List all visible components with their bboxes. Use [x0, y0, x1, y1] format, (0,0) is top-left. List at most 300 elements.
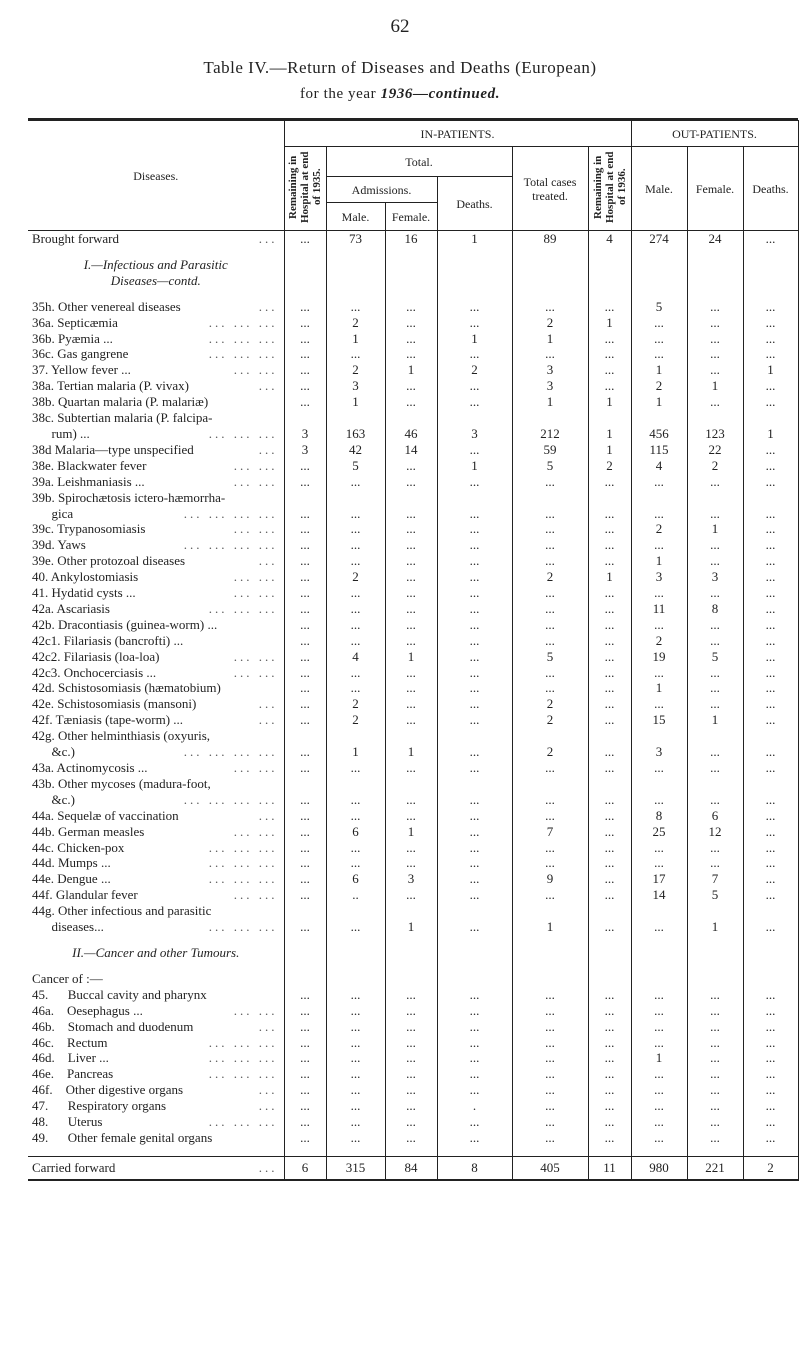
value-cell: ... [743, 1035, 798, 1051]
table-row [28, 887, 798, 903]
value-cell: ... [326, 1114, 385, 1130]
value-cell: ... [588, 665, 631, 681]
value-cell: 6 [284, 1156, 326, 1180]
disease-label [28, 971, 284, 987]
value-cell: ... [743, 331, 798, 347]
row-label: 42a. Ascariasis [32, 600, 110, 616]
disease-label [28, 553, 284, 569]
table-row [28, 871, 798, 887]
value-cell: ... [385, 299, 437, 315]
table-row [28, 792, 798, 808]
value-cell: ... [743, 792, 798, 808]
value-cell: ... [743, 585, 798, 601]
table-row [28, 569, 798, 585]
value-cell: 2 [743, 1156, 798, 1180]
value-cell: 7 [687, 871, 743, 887]
value-cell: ... [326, 553, 385, 569]
disease-label [28, 1003, 284, 1019]
value-cell: ... [512, 1098, 588, 1114]
value-cell: ... [437, 1114, 512, 1130]
value-cell [512, 273, 588, 289]
value-cell [326, 257, 385, 273]
value-cell: ... [385, 712, 437, 728]
value-cell: ... [743, 1114, 798, 1130]
value-cell: ... [743, 299, 798, 315]
value-cell: ... [631, 331, 687, 347]
row-label: 36b. Pyæmia ... [32, 330, 113, 346]
disease-label [28, 744, 284, 760]
disease-label [28, 1130, 284, 1146]
leader-dots: ... [258, 1098, 278, 1114]
value-cell: ... [631, 1130, 687, 1146]
value-cell: 2 [326, 569, 385, 585]
value-cell: ... [743, 617, 798, 633]
value-cell: ... [743, 824, 798, 840]
leader-dots: ... ... [233, 362, 278, 378]
header-male: Male. [326, 203, 385, 231]
leader-dots: ... ... [233, 569, 278, 585]
value-cell: 405 [512, 1156, 588, 1180]
value-cell: 14 [385, 442, 437, 458]
value-cell [326, 935, 385, 945]
value-cell [743, 776, 798, 792]
value-cell: ... [743, 680, 798, 696]
value-cell: ... [326, 808, 385, 824]
leader-dots: ... ... ... [208, 314, 278, 330]
value-cell [284, 1146, 326, 1157]
value-cell: ... [437, 824, 512, 840]
value-cell: 2 [631, 378, 687, 394]
row-label: Carried forward [32, 1159, 116, 1175]
disease-label [28, 1066, 284, 1082]
disease-label [28, 712, 284, 728]
value-cell [631, 273, 687, 289]
value-cell: 2 [326, 712, 385, 728]
row-label: 35h. Other venereal diseases [32, 298, 181, 314]
value-cell [687, 247, 743, 257]
value-cell: ... [743, 1019, 798, 1035]
value-cell: ... [687, 1050, 743, 1066]
value-cell [385, 971, 437, 987]
value-cell: ... [743, 887, 798, 903]
value-cell [631, 257, 687, 273]
value-cell: ... [326, 1035, 385, 1051]
disease-label [28, 840, 284, 856]
disease-label [28, 299, 284, 315]
table-row [28, 458, 798, 474]
value-cell: 1 [385, 649, 437, 665]
value-cell: ... [588, 346, 631, 362]
value-cell: 1 [588, 569, 631, 585]
leader-dots: ... ... ... ... [183, 505, 278, 521]
value-cell: 2 [631, 633, 687, 649]
value-cell: ... [743, 633, 798, 649]
value-cell: ... [326, 1098, 385, 1114]
value-cell: ... [385, 1003, 437, 1019]
value-cell: 315 [326, 1156, 385, 1180]
table-row [28, 680, 798, 696]
value-cell: ... [743, 840, 798, 856]
value-cell: ... [385, 346, 437, 362]
leader-dots: ... ... ... [208, 1066, 278, 1082]
value-cell: ... [743, 919, 798, 935]
value-cell [512, 971, 588, 987]
value-cell: 17 [631, 871, 687, 887]
value-cell: ... [588, 331, 631, 347]
value-cell: 8 [437, 1156, 512, 1180]
value-cell: ... [284, 680, 326, 696]
value-cell: ... [437, 1003, 512, 1019]
value-cell: ... [588, 696, 631, 712]
value-cell: ... [284, 569, 326, 585]
value-cell [326, 728, 385, 744]
value-cell: 16 [385, 231, 437, 247]
row-label: 48. Uterus [32, 1114, 103, 1130]
row-label: rum) ... [32, 425, 90, 441]
disease-label [28, 474, 284, 490]
row-label: 36c. Gas gangrene [32, 346, 129, 362]
value-cell: 12 [687, 824, 743, 840]
value-cell: 3 [284, 426, 326, 442]
value-cell: ... [512, 1114, 588, 1130]
value-cell: ... [588, 808, 631, 824]
value-cell: ... [326, 665, 385, 681]
value-cell [512, 935, 588, 945]
value-cell: ... [687, 987, 743, 1003]
value-cell: 3 [512, 378, 588, 394]
row-label: Brought forward [32, 231, 120, 246]
table-row [28, 855, 798, 871]
value-cell: ... [437, 840, 512, 856]
value-cell: ... [687, 1035, 743, 1051]
header-diseases: Diseases. [28, 121, 284, 231]
value-cell: ... [437, 378, 512, 394]
value-cell: ... [326, 919, 385, 935]
value-cell: ... [512, 1050, 588, 1066]
value-cell: 1 [687, 712, 743, 728]
value-cell: ... [385, 808, 437, 824]
table-row [28, 331, 798, 347]
value-cell: 1 [631, 362, 687, 378]
value-cell: ... [437, 871, 512, 887]
value-cell: ... [385, 1082, 437, 1098]
value-cell: 2 [687, 458, 743, 474]
value-cell: ... [743, 665, 798, 681]
value-cell: ... [687, 665, 743, 681]
value-cell: 1 [437, 458, 512, 474]
value-cell [437, 935, 512, 945]
value-cell [512, 776, 588, 792]
value-cell: ... [512, 760, 588, 776]
value-cell [284, 410, 326, 426]
value-cell: 5 [326, 458, 385, 474]
disease-label [28, 315, 284, 331]
row-label: 45. Buccal cavity and pharynx [32, 986, 207, 1002]
table-row [28, 601, 798, 617]
value-cell: 3 [326, 378, 385, 394]
value-cell: ... [385, 887, 437, 903]
value-cell: 22 [687, 442, 743, 458]
value-cell: 6 [687, 808, 743, 824]
value-cell: ... [326, 987, 385, 1003]
disease-label [28, 649, 284, 665]
value-cell [326, 945, 385, 961]
value-cell: ... [588, 553, 631, 569]
value-cell: 221 [687, 1156, 743, 1180]
table-row [28, 442, 798, 458]
value-cell: ... [385, 506, 437, 522]
value-cell: ... [284, 887, 326, 903]
value-cell: 1 [743, 362, 798, 378]
value-cell [687, 903, 743, 919]
disease-label [28, 665, 284, 681]
value-cell: ... [588, 824, 631, 840]
leader-dots: ... [258, 298, 278, 314]
value-cell: ... [631, 696, 687, 712]
value-cell: 4 [588, 231, 631, 247]
value-cell: ... [385, 601, 437, 617]
value-cell: ... [284, 792, 326, 808]
value-cell: ... [743, 553, 798, 569]
row-label: 42b. Dracontiasis (guinea-worm) ... [32, 616, 218, 632]
table-row [28, 315, 798, 331]
leader-dots: ... ... [233, 521, 278, 537]
disease-label [28, 458, 284, 474]
value-cell: ... [687, 553, 743, 569]
value-cell [743, 903, 798, 919]
value-cell [588, 776, 631, 792]
value-cell: ... [284, 506, 326, 522]
value-cell: ... [687, 1114, 743, 1130]
value-cell: ... [385, 569, 437, 585]
disease-label [28, 289, 284, 299]
disease-label [28, 1156, 284, 1180]
value-cell [687, 945, 743, 961]
value-cell [512, 728, 588, 744]
value-cell [437, 945, 512, 961]
value-cell: ... [437, 569, 512, 585]
row-label: &c.) [32, 791, 75, 807]
leader-dots: ... ... [233, 664, 278, 680]
value-cell: ... [743, 569, 798, 585]
value-cell [512, 945, 588, 961]
value-cell: ... [687, 680, 743, 696]
value-cell [631, 945, 687, 961]
value-cell [743, 289, 798, 299]
value-cell: ... [437, 887, 512, 903]
value-cell: 1 [631, 553, 687, 569]
value-cell: ... [588, 1066, 631, 1082]
row-label: 46b. Stomach and duodenum [32, 1018, 194, 1034]
value-cell: 3 [631, 569, 687, 585]
value-cell: ... [512, 680, 588, 696]
row-label: 46e. Pancreas [32, 1066, 114, 1082]
value-cell [631, 903, 687, 919]
value-cell: 1 [631, 1050, 687, 1066]
value-cell: ... [284, 1066, 326, 1082]
value-cell: ... [743, 442, 798, 458]
value-cell: ... [631, 1114, 687, 1130]
value-cell: ... [687, 633, 743, 649]
value-cell: ... [743, 378, 798, 394]
leader-dots: ... ... ... ... [183, 744, 278, 760]
value-cell: 1 [588, 394, 631, 410]
disease-label [28, 760, 284, 776]
leader-dots: ... [258, 378, 278, 394]
value-cell [284, 257, 326, 273]
value-cell: 1 [687, 521, 743, 537]
value-cell: ... [743, 346, 798, 362]
value-cell: ... [588, 537, 631, 553]
value-cell: 15 [631, 712, 687, 728]
value-cell: ... [284, 553, 326, 569]
value-cell [284, 247, 326, 257]
table-row [28, 1082, 798, 1098]
value-cell: ... [512, 665, 588, 681]
value-cell: ... [512, 808, 588, 824]
value-cell: ... [588, 855, 631, 871]
value-cell: ... [437, 712, 512, 728]
value-cell: ... [437, 299, 512, 315]
row-label: 39b. Spirochætosis ictero-hæmorrha- [32, 489, 226, 505]
value-cell: ... [588, 362, 631, 378]
disease-label [28, 1146, 284, 1157]
row-label: 44c. Chicken-pox [32, 839, 125, 855]
value-cell: ... [687, 840, 743, 856]
row-label: 47. Respiratory organs [32, 1098, 167, 1114]
value-cell: ... [385, 696, 437, 712]
leader-dots: ... [258, 696, 278, 712]
header-total: Total. [326, 147, 512, 177]
disease-label [28, 1035, 284, 1051]
value-cell: 5 [512, 458, 588, 474]
table-row [28, 808, 798, 824]
value-cell: ... [437, 792, 512, 808]
value-cell: ... [743, 474, 798, 490]
table-row [28, 1050, 798, 1066]
value-cell [385, 257, 437, 273]
leader-dots: ... ... ... [208, 600, 278, 616]
table-row [28, 1066, 798, 1082]
value-cell: ... [631, 506, 687, 522]
value-cell: ... [326, 792, 385, 808]
value-cell: 1 [588, 426, 631, 442]
value-cell: ... [588, 506, 631, 522]
value-cell: ... [588, 1098, 631, 1114]
table-row [28, 919, 798, 935]
value-cell: ... [631, 585, 687, 601]
value-cell [437, 410, 512, 426]
value-cell: ... [512, 792, 588, 808]
value-cell: 1 [385, 744, 437, 760]
leader-dots: ... ... ... [208, 1114, 278, 1130]
disease-label [28, 601, 284, 617]
value-cell: ... [437, 665, 512, 681]
value-cell: ... [687, 331, 743, 347]
value-cell: ... [631, 855, 687, 871]
value-cell: ... [631, 1082, 687, 1098]
value-cell: 1 [512, 331, 588, 347]
section-title: Diseases—contd. [110, 272, 201, 288]
disease-label [28, 257, 284, 273]
value-cell: ... [326, 506, 385, 522]
disease-label [28, 871, 284, 887]
row-label: 46a. Oesephagus ... [32, 1002, 143, 1018]
value-cell: ... [512, 1130, 588, 1146]
table-row [28, 824, 798, 840]
value-cell [631, 289, 687, 299]
value-cell: 5 [687, 649, 743, 665]
value-cell: ... [326, 760, 385, 776]
value-cell: ... [437, 601, 512, 617]
value-cell: ... [284, 744, 326, 760]
value-cell [631, 971, 687, 987]
value-cell: ... [437, 855, 512, 871]
value-cell: ... [512, 585, 588, 601]
value-cell: ... [284, 1114, 326, 1130]
value-cell [588, 971, 631, 987]
disease-label [28, 521, 284, 537]
value-cell: ... [512, 840, 588, 856]
value-cell: ... [512, 506, 588, 522]
value-cell [588, 273, 631, 289]
value-cell: ... [631, 617, 687, 633]
subtitle-year: 1936—continued. [380, 86, 501, 102]
value-cell: 3 [437, 426, 512, 442]
value-cell: ... [743, 537, 798, 553]
value-cell: ... [326, 1019, 385, 1035]
table-row [28, 426, 798, 442]
value-cell: ... [631, 474, 687, 490]
value-cell [385, 945, 437, 961]
value-cell: ... [687, 394, 743, 410]
value-cell [326, 289, 385, 299]
value-cell: ... [385, 633, 437, 649]
value-cell: ... [385, 553, 437, 569]
value-cell: ... [437, 1050, 512, 1066]
row-label: 44a. Sequelæ of vaccination [32, 807, 179, 823]
value-cell: 212 [512, 426, 588, 442]
value-cell: ... [284, 617, 326, 633]
table-row [28, 728, 798, 744]
value-cell: ... [385, 1019, 437, 1035]
value-cell: ... [385, 680, 437, 696]
value-cell: ... [631, 665, 687, 681]
leader-dots: ... ... ... [208, 919, 278, 935]
value-cell [687, 273, 743, 289]
value-cell [437, 903, 512, 919]
value-cell: ... [437, 696, 512, 712]
value-cell [284, 289, 326, 299]
value-cell [743, 490, 798, 506]
value-cell: ... [326, 585, 385, 601]
row-label: 42c2. Filariasis (loa-loa) [32, 648, 160, 664]
value-cell [326, 247, 385, 257]
value-cell: 2 [512, 712, 588, 728]
disease-label [28, 945, 284, 961]
value-cell: ... [385, 585, 437, 601]
value-cell: ... [326, 601, 385, 617]
value-cell: 456 [631, 426, 687, 442]
value-cell: ... [385, 1130, 437, 1146]
table-row [28, 776, 798, 792]
value-cell: ... [284, 824, 326, 840]
row-label: 42c1. Filariasis (bancrofti) ... [32, 632, 184, 648]
value-cell [743, 935, 798, 945]
value-cell: ... [385, 474, 437, 490]
value-cell: 1 [385, 824, 437, 840]
value-cell: ... [687, 760, 743, 776]
